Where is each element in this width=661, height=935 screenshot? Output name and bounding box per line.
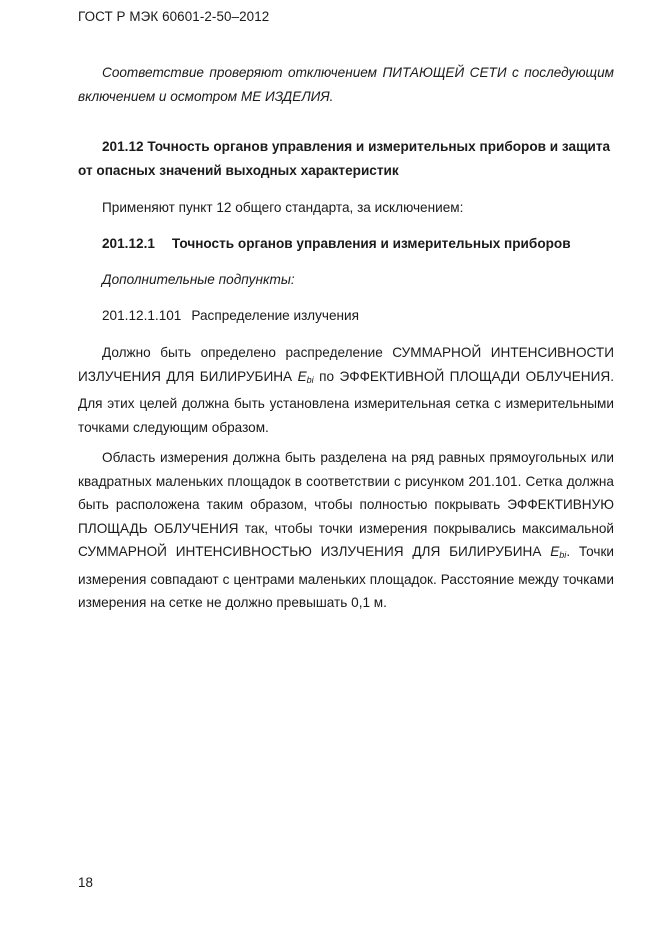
document-header: ГОСТ Р МЭК 60601-2-50–2012 <box>78 9 270 24</box>
subsection-title: Точность органов управления и измерительных приборов <box>171 236 571 251</box>
subsection-number: 201.12.1 <box>102 236 155 251</box>
applies-paragraph: Применяют пункт 12 общего стандарта, за исключением: <box>102 200 464 215</box>
symbol-e: E <box>550 544 560 559</box>
additional-subclauses-label: Дополнительные подпункты: <box>102 272 295 287</box>
page-number: 18 <box>78 875 93 890</box>
measurement-area-paragraph: Область измерения должна быть разделена на ряд равных прямоугольных или квадратных маленьких площадок в соответствии с рисунком 201.101. Сетка должна быть расположена таким образом, чтобы полностью покрывать ЭФФЕКТИВНУЮ ПЛОЩАДЬ ОБЛУЧЕНИЯ так, чтобы точки измерения покрывались максимальной СУММАРНОЙ ИНТЕНСИВНОСТЬЮ ИЗЛУЧЕНИЯ ДЛЯ БИЛИРУБИНА $E_{bi}$. Точки измерения совпадают с центрами маленьких площадок. Расстояние между точками измерения на сетке не должно превышать 0,1 м. <box>78 450 614 610</box>
subsubsection-number: 201.12.1.101 <box>102 308 182 323</box>
section-number: 201.12 <box>102 139 144 154</box>
subsubsection-heading <box>78 304 614 328</box>
symbol-subscript: bi <box>306 374 314 385</box>
subsection-heading <box>78 232 614 256</box>
compliance-paragraph: Соответствие проверяют отключением ПИТАЮЩЕЙ СЕТИ с последующим включением и осмотром МЕ ИЗДЕЛИЯ. <box>78 65 614 104</box>
subsubsection-title: Распределение излучения <box>191 308 360 323</box>
symbol-subscript: bi <box>559 550 567 560</box>
symbol-e: E <box>297 368 307 384</box>
distribution-paragraph: Должно быть определено распределение СУММАРНОЙ ИНТЕНСИВНОСТИ ИЗЛУЧЕНИЯ ДЛЯ БИЛИРУБИНА $E_{bi}$ по ЭФФЕКТИВНОЙ ПЛОЩАДИ ОБЛУЧЕНИЯ. Для этих целей должна быть установлена измерительная сетка с измерительными точками следующим образом. <box>78 345 614 435</box>
section-heading <box>78 135 614 182</box>
section-title: Точность органов управления и измерительных приборов и защита от опасных значений выходных характеристик <box>78 139 611 178</box>
